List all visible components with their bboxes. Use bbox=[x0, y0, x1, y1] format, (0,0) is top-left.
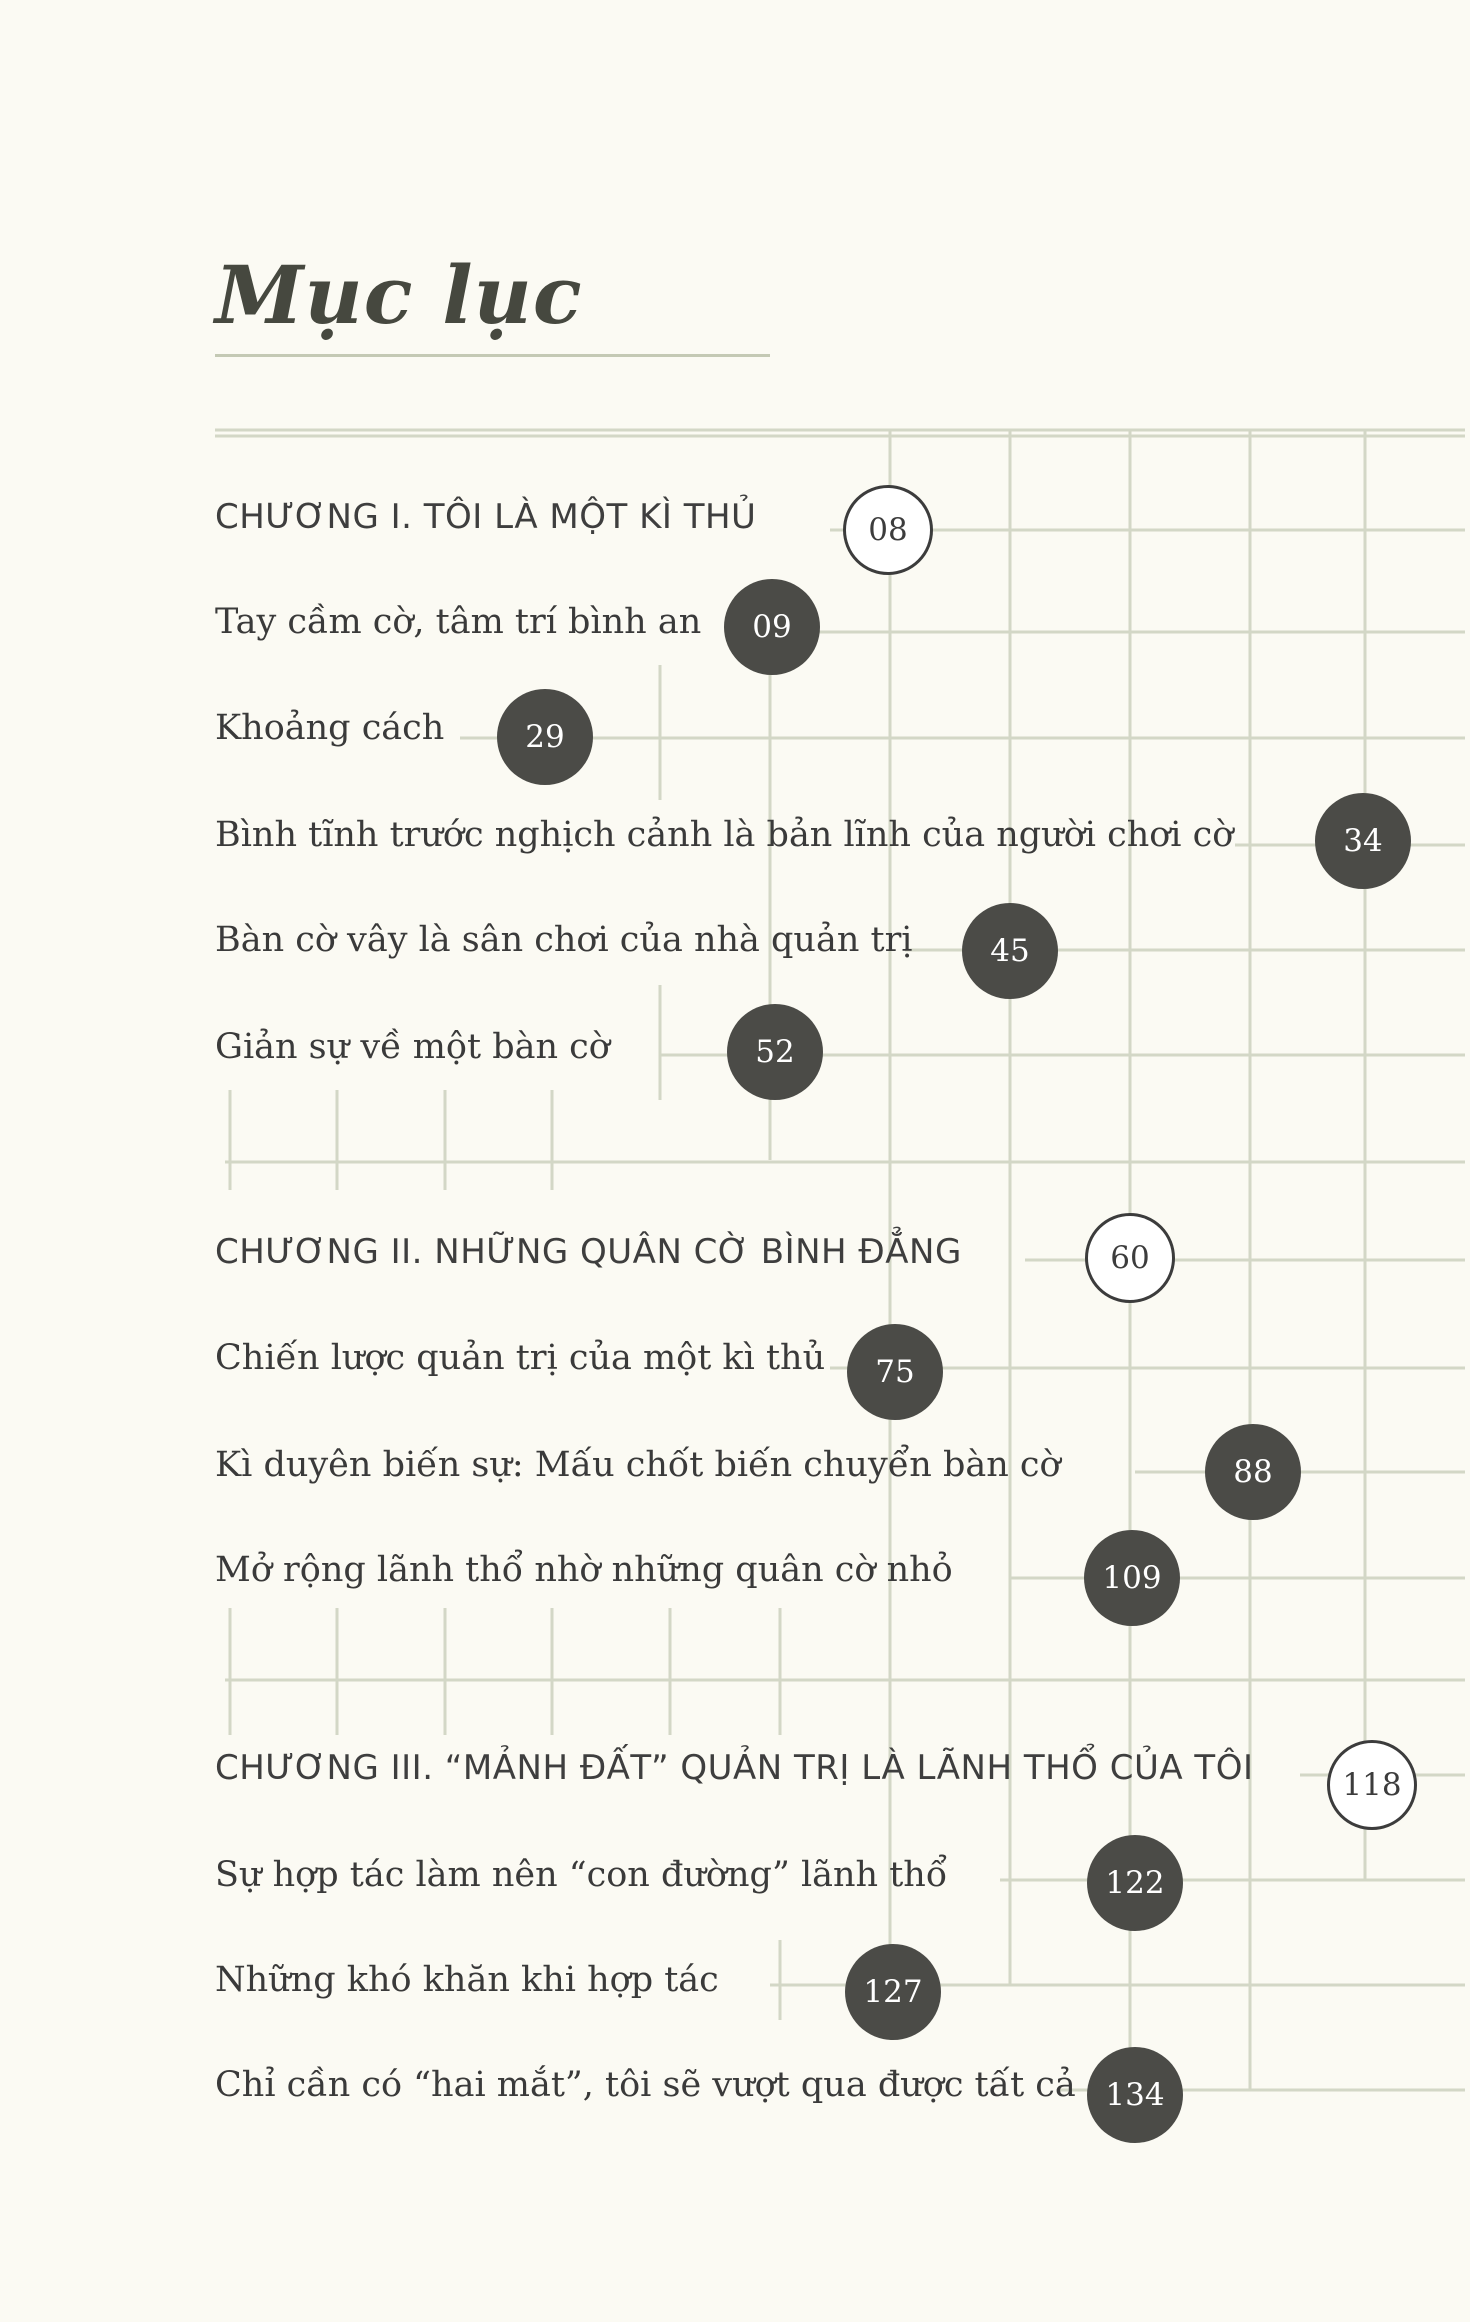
toc-item-1-3-page: 34 bbox=[1343, 823, 1383, 859]
title-underline bbox=[215, 354, 770, 357]
toc-item-2-3-page: 109 bbox=[1102, 1560, 1162, 1596]
toc-item-2-2-page-badge bbox=[1205, 1424, 1301, 1520]
toc-item-3-3[interactable]: Chỉ cần có “hai mắt”, tôi sẽ vượt qua được tất cả bbox=[215, 2065, 1076, 2105]
chapter-1-title[interactable]: CHƯƠNG I. TÔI LÀ MỘT KÌ THỦ bbox=[215, 497, 757, 537]
toc-item-2-2[interactable]: Kì duyên biến sự: Mấu chốt biến chuyển bàn cờ bbox=[215, 1445, 1061, 1485]
toc-item-1-3[interactable]: Bình tĩnh trước nghịch cảnh là bản lĩnh của người chơi cờ bbox=[215, 815, 1234, 855]
toc-item-2-3-page-badge bbox=[1084, 1530, 1180, 1626]
page-title: Mục lục bbox=[215, 248, 583, 342]
toc-item-2-3[interactable]: Mở rộng lãnh thổ nhờ những quân cờ nhỏ bbox=[215, 1550, 953, 1590]
chapter-1-page: 08 bbox=[868, 512, 908, 548]
chapter-2-page: 60 bbox=[1110, 1240, 1150, 1276]
toc-item-1-5-page: 52 bbox=[755, 1034, 795, 1070]
toc-item-3-1-page: 122 bbox=[1105, 1865, 1165, 1901]
toc-item-1-2-page: 29 bbox=[525, 719, 565, 755]
toc-item-1-5[interactable]: Giản sự về một bàn cờ bbox=[215, 1027, 610, 1067]
toc-item-1-2[interactable]: Khoảng cách bbox=[215, 708, 445, 748]
toc-item-1-5-page-badge bbox=[727, 1004, 823, 1100]
chapter-3-title[interactable]: CHƯƠNG III. “MẢNH ĐẤT” QUẢN TRỊ LÀ LÃNH THỔ CỦA TÔI bbox=[215, 1748, 1254, 1788]
toc-item-2-1-page: 75 bbox=[875, 1354, 915, 1390]
toc-item-3-2[interactable]: Những khó khăn khi hợp tác bbox=[215, 1960, 719, 2000]
toc-item-3-2-page-badge bbox=[845, 1944, 941, 2040]
chapter-2-page-badge bbox=[1085, 1213, 1175, 1303]
toc-item-1-4-page: 45 bbox=[990, 933, 1030, 969]
toc-item-1-1-page-badge bbox=[724, 579, 820, 675]
toc-item-2-2-page: 88 bbox=[1233, 1454, 1273, 1490]
toc-item-1-4-page-badge bbox=[962, 903, 1058, 999]
toc-item-2-1[interactable]: Chiến lược quản trị của một kì thủ bbox=[215, 1338, 826, 1378]
toc-item-1-3-page-badge bbox=[1315, 793, 1411, 889]
toc-item-1-1-page: 09 bbox=[752, 609, 792, 645]
toc-item-2-1-page-badge bbox=[847, 1324, 943, 1420]
toc-item-3-3-page: 134 bbox=[1105, 2077, 1165, 2113]
toc-item-3-3-page-badge bbox=[1087, 2047, 1183, 2143]
toc-item-3-1[interactable]: Sự hợp tác làm nên “con đường” lãnh thổ bbox=[215, 1855, 948, 1895]
toc-item-3-1-page-badge bbox=[1087, 1835, 1183, 1931]
toc-item-3-2-page: 127 bbox=[863, 1974, 923, 2010]
toc-item-1-2-page-badge bbox=[497, 689, 593, 785]
chapter-2-title[interactable]: CHƯƠNG II. NHỮNG QUÂN CỜ BÌNH ĐẲNG bbox=[215, 1232, 962, 1272]
toc-item-1-4[interactable]: Bàn cờ vây là sân chơi của nhà quản trị bbox=[215, 920, 913, 960]
toc-item-1-1[interactable]: Tay cầm cờ, tâm trí bình an bbox=[215, 602, 702, 642]
chapter-1-page-badge bbox=[843, 485, 933, 575]
chapter-3-page: 118 bbox=[1342, 1767, 1402, 1803]
chapter-3-page-badge bbox=[1327, 1740, 1417, 1830]
